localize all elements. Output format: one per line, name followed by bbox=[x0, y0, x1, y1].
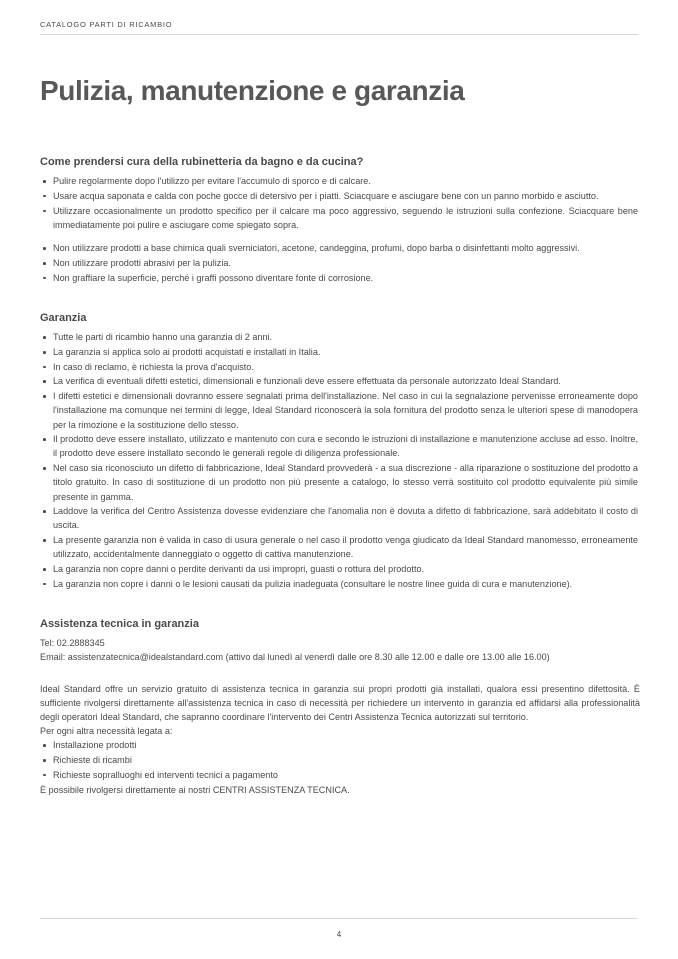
support-paragraph: Ideal Standard offre un servizio gratuito di assistenza tecnica in garanzia sui propri prodotti già installati, qualora essi presentino difettosità. È sufficiente rivolgersi direttamente all'assistenza tecnica in caso di necessità per richiedere un intervento in garanzia ed affidarsi alla professionalità degli operatori Ideal Standard, che sapranno coordinare l'intervento dei Centri Assistenza Tecnica autorizzati sul territorio. bbox=[40, 683, 640, 723]
list-item: Non graffiare la superficie, perché i graffi possono diventare fonte di corrosione. bbox=[40, 271, 640, 285]
section-heading-support: Assistenza tecnica in garanzia bbox=[40, 617, 199, 630]
list-item: La verifica di eventuali difetti estetici, dimensionali e funzionali deve essere effettuata da personale autorizzato Ideal Standard. bbox=[40, 374, 640, 388]
spacer bbox=[40, 232, 640, 241]
list-item: Il prodotto deve essere installato, utilizzato e mantenuto con cura e secondo le istruzioni di installazione e manutenzione accluse ad esso. Inoltre, il prodotto deve essere installato secondo le generali regole di diligenza professionale. bbox=[40, 432, 640, 460]
list-item: I difetti estetici e dimensionali dovranno essere segnalati prima dell'installazione. Nel caso in cui la segnalazione pervenisse erroneamente dopo l'installazione ma comunque nei termini di legge, Ideal Standard riconoscerà la sola fornitura del prodotto senza le ulteriori spese di manodopera per la rimozione e la sostituzione dello stesso. bbox=[40, 389, 640, 432]
support-list-intro: Per ogni altra necessità legata a: bbox=[40, 726, 173, 737]
section-heading-care: Come prendersi cura della rubinetteria da bagno e da cucina? bbox=[40, 155, 364, 168]
list-item: Richieste sopralluoghi ed interventi tecnici a pagamento bbox=[40, 768, 640, 782]
footer-divider bbox=[40, 918, 638, 919]
page-content bbox=[40, 76, 640, 797]
list-item: Pulire regolarmente dopo l'utilizzo per evitare l'accumulo di sporco e di calcare. bbox=[40, 174, 640, 188]
header-divider bbox=[40, 34, 638, 35]
support-email: Email: assistenzatecnica@idealstandard.com (attivo dal lunedì al venerdì dalle ore 8.30 alle 12.00 e dalle ore 13.00 alle 16.00) bbox=[40, 652, 550, 663]
page-number: 4 bbox=[336, 930, 342, 939]
list-item: Tutte le parti di ricambio hanno una garanzia di 2 anni. bbox=[40, 330, 640, 344]
support-contact-block bbox=[40, 636, 640, 664]
list-item: La garanzia si applica solo ai prodotti acquistati e installati in Italia. bbox=[40, 345, 640, 359]
page-title: Pulizia, manutenzione e garanzia bbox=[40, 75, 465, 106]
running-head: CATALOGO PARTI DI RICAMBIO bbox=[40, 20, 173, 29]
list-item: Richieste di ricambi bbox=[40, 753, 640, 767]
care-list-group-1 bbox=[40, 174, 640, 232]
list-item: La presente garanzia non è valida in caso di usura generale o nel caso il prodotto venga giudicato da Ideal Standard manomesso, erroneamente utilizzato, accidentalmente danneggiato o oggetto di cattiva manutenzione. bbox=[40, 533, 640, 561]
care-list-group-2 bbox=[40, 241, 640, 285]
list-item: Utilizzare occasionalmente un prodotto specifico per il calcare ma poco aggressivo, seguendo le istruzioni sulla confezione. Sciacquare bene immediatamente poi pulire e asciugare come spiegato sopra. bbox=[40, 204, 640, 232]
support-phone: Tel: 02.2888345 bbox=[40, 638, 105, 649]
spacer bbox=[40, 665, 640, 682]
support-closing: È possibile rivolgersi direttamente ai nostri CENTRI ASSISTENZA TECNICA. bbox=[40, 784, 350, 795]
section-heading-warranty: Garanzia bbox=[40, 312, 87, 325]
list-item: Nel caso sia riconosciuto un difetto di fabbricazione, Ideal Standard provvederà - a sua discrezione - alla riparazione o sostituzione del prodotto a titolo gratuito. In caso di sostituzione di un prodotto non più presente a catalogo, lo stesso verrà sostituito col prodotto equivalente più simile presente in gamma. bbox=[40, 461, 640, 504]
list-item: Installazione prodotti bbox=[40, 738, 640, 752]
warranty-list bbox=[40, 330, 640, 591]
list-item: Laddove la verifica del Centro Assistenza dovesse evidenziare che l'anomalia non è dovuta a difetto di fabbricazione, sarà addebitato il costo di uscita. bbox=[40, 504, 640, 532]
list-item: La garanzia non copre i danni o le lesioni causati da pulizia inadeguata (consultare le nostre linee guida di cura e manutenzione). bbox=[40, 577, 640, 591]
list-item: Non utilizzare prodotti abrasivi per la pulizia. bbox=[40, 256, 640, 270]
list-item: La garanzia non copre danni o perdite derivanti da usi impropri, guasti o rottura del prodotto. bbox=[40, 562, 640, 576]
support-list bbox=[40, 738, 640, 782]
list-item: Usare acqua saponata e calda con poche gocce di detersivo per i piatti. Sciacquare e asciugare bene con un panno morbido e asciutto. bbox=[40, 189, 640, 203]
list-item: In caso di reclamo, è richiesta la prova d'acquisto. bbox=[40, 360, 640, 374]
list-item: Non utilizzare prodotti a base chimica quali sverniciatori, acetone, candeggina, profumi, dopo barba o disinfettanti molto aggressivi. bbox=[40, 241, 640, 255]
